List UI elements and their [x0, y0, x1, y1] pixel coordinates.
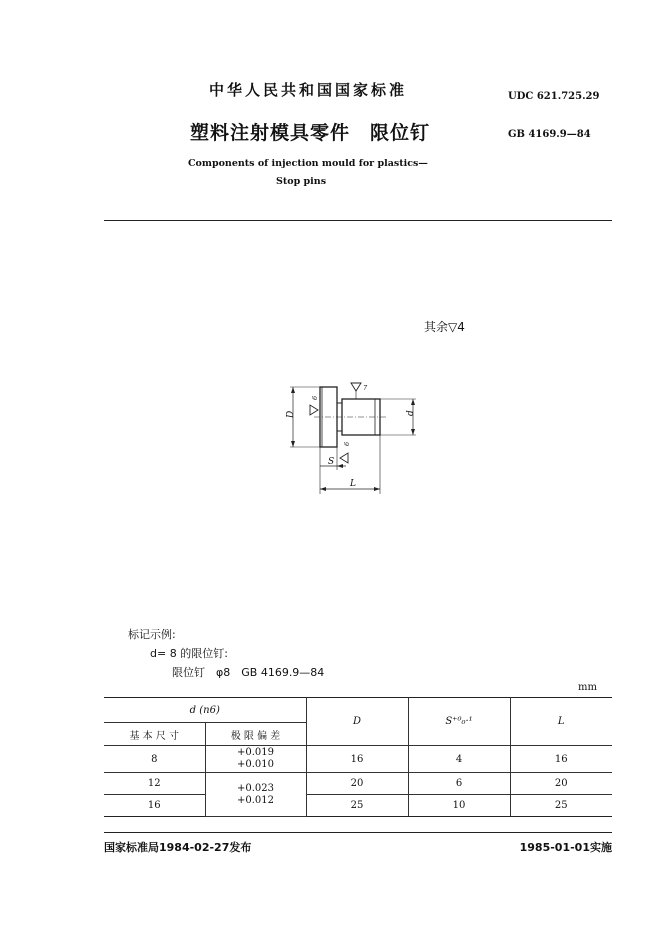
header-d: d (n6): [104, 698, 306, 723]
roughness-symbol-under: [340, 453, 348, 463]
header-limit-deviation: 极 限 偏 差: [205, 723, 306, 746]
table-row: [104, 773, 612, 795]
table-row: [104, 795, 612, 817]
example-line-2: 限位钉 φ8 GB 4169.9—84: [172, 666, 325, 679]
cell-L: 20: [510, 773, 612, 795]
cell-deviation: [205, 746, 306, 773]
english-title-line1: Components of injection mould for plastics—: [188, 158, 428, 169]
dim-label-S: S: [328, 457, 335, 467]
cell-basic: 12: [104, 773, 205, 795]
cell-S: 4: [408, 746, 510, 773]
header-basic-size: 基 本 尺 寸: [104, 723, 205, 746]
example-heading: 标记示例:: [128, 628, 176, 641]
cell-basic: 8: [104, 746, 205, 773]
unit-label: mm: [578, 682, 597, 693]
deviation-upper: +0.023: [236, 782, 274, 794]
table-row: [104, 746, 612, 773]
dimension-table: [104, 697, 612, 817]
cell-D: 25: [306, 795, 408, 817]
cell-L: 16: [510, 746, 612, 773]
header-L: L: [510, 698, 612, 746]
roughness-label-under: 6: [343, 441, 351, 446]
gb-number: GB 4169.9—84: [508, 129, 591, 140]
english-title-line2: Stop pins: [276, 176, 327, 187]
document-title: 塑料注射模具零件 限位钉: [190, 122, 431, 144]
cell-S: 10: [408, 795, 510, 817]
cell-D: 16: [306, 746, 408, 773]
stop-pin-drawing: [270, 370, 430, 500]
roughness-symbol-top: [351, 383, 361, 391]
deviation-lower: +0.010: [236, 759, 274, 770]
dim-label-d: d: [406, 410, 416, 416]
cell-basic: 16: [104, 795, 205, 817]
header-D: D: [306, 698, 408, 746]
header-S: S⁺⁰₀·¹: [408, 698, 510, 746]
example-line-1: d= 8 的限位钉:: [150, 647, 228, 660]
cell-S: 6: [408, 773, 510, 795]
roughness-note: 其余▽4: [424, 320, 465, 334]
national-standard-heading: 中华人民共和国国家标准: [209, 81, 408, 99]
cell-deviation-merged: [205, 773, 306, 817]
effective-date: 1985-01-01实施: [519, 841, 612, 854]
header-rule: [104, 220, 612, 221]
deviation-upper: +0.019: [236, 747, 274, 758]
dim-label-D: D: [286, 410, 296, 418]
dim-label-L: L: [350, 479, 356, 489]
roughness-label-left: 6: [311, 395, 319, 400]
deviation-lower: +0.012: [236, 794, 274, 806]
cell-L: 25: [510, 795, 612, 817]
cell-D: 20: [306, 773, 408, 795]
issued-date: 国家标准局1984-02-27发布: [104, 841, 252, 854]
roughness-label-top: 7: [363, 384, 368, 392]
roughness-symbol-left: [310, 405, 318, 415]
footer-rule: [104, 832, 612, 833]
udc-code: UDC 621.725.29: [508, 91, 600, 102]
